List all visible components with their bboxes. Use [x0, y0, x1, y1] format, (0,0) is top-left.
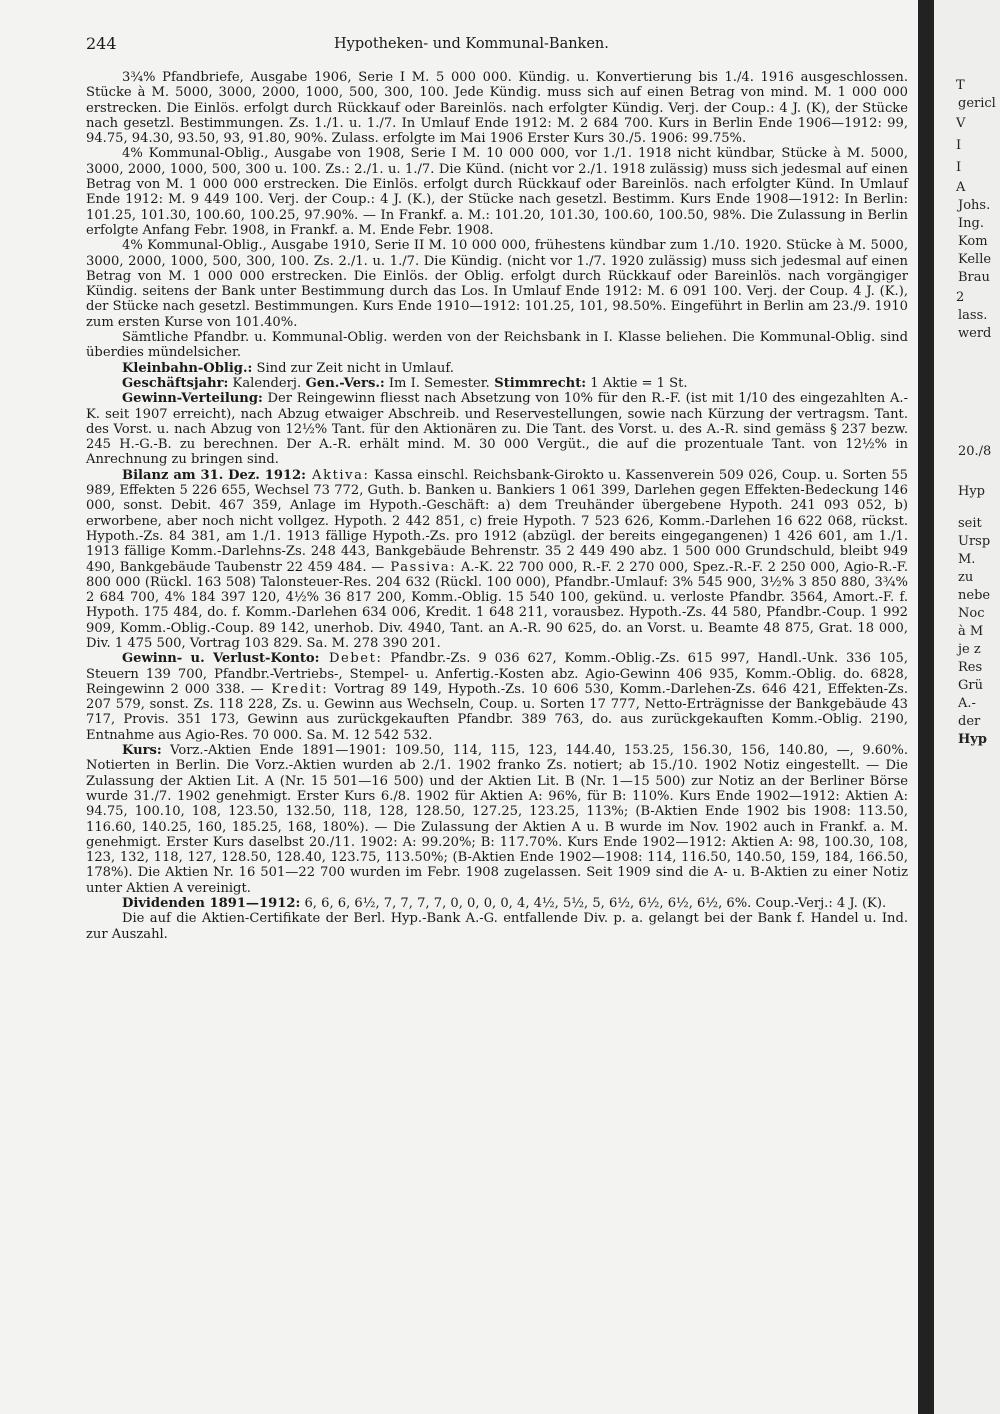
page-number: 244	[86, 34, 117, 53]
facing-page-fragment: I	[956, 160, 962, 175]
paragraph-auszahlung: Die auf die Aktien-Certifikate der Berl. Hyp.-Bank A.-G. entfallende Div. p. a. gelangt bei der Bank f. Handel u. Ind. zur Auszahl.	[86, 911, 908, 942]
facing-page-fragment: lass.	[958, 308, 988, 323]
section-label: Kurs:	[122, 743, 162, 759]
facing-page-fragment: I	[956, 138, 962, 153]
section-label: Gewinn-Verteilung:	[122, 391, 263, 407]
facing-page-fragment: Res	[958, 660, 983, 675]
spaced-label: Passiva:	[384, 559, 457, 575]
section-label: Kleinbahn-Oblig.:	[122, 360, 253, 376]
paragraph-gewinn-verlust: Gewinn- u. Verlust-Konto: Debet: Pfandbr.-Zs. 9 036 627, Komm.-Oblig.-Zs. 615 997, Handl.-Unk. 336 105, Steuern 139 700, Pfandbr.-Vertriebs-, Stempel- u. Anfertig.-Kosten abz. Agio-Gewinn 406 935, Komm.-Oblig. do. 6828, Reingewinn 2 000 338. — Kredit: Vortrag 89 149, Hypoth.-Zs. 10 606 530, Komm.-Darlehen-Zs. 646 421, Effekten-Zs. 207 579, sonst. Zs. 118 228, Zs. u. Gewinn aus Wechseln, Coup. u. Sorten 17 777, Netto-Erträgnisse der Bankgebäude 43 717, Provis. 351 173, Gewinn aus zurückgekauften Pfandbr. 389 763, do. aus zurückgekauften Komm.-Oblig. 2190, Entnahme aus Agio-Res. 70 000. Sa. M. 12 542 532.	[86, 651, 909, 743]
spaced-label: Debet:	[319, 651, 383, 667]
facing-page-fragment: 2	[956, 290, 965, 305]
facing-page-fragment: Johs.	[958, 198, 991, 213]
facing-page-fragment: Hyp	[958, 732, 987, 747]
facing-page-fragment: zu	[958, 570, 974, 585]
facing-page-fragment: nebe	[958, 588, 991, 603]
section-label: Dividenden 1891—1912:	[122, 896, 301, 912]
paragraph-kommunal-oblig-1910: 4% Kommunal-Oblig., Ausgabe 1910, Serie II M. 10 000 000, frühestens kündbar zum 1./10. 1920. Stücke à M. 5000, 3000, 2000, 1000, 500, 300, 100. Zs. 2./1. u. 1./7. Die Kündig. (nicht vor 1./7. 1920 zulässig) muss sich jedesmal auf einen Betrag von M. 1 000 000 erstrecken. Die Einlös. der Oblig. erfolgt durch Rückkauf oder Bareinlös. nach vorgängiger Kündig. seitens der Bank unter Bestimmung durch das Los. In Umlauf Ende 1912: M. 6 091 100. Verj. der Coup. 4 J. (K.), der Stücke nach gesetzl. Bestimmungen. Kurs Ende 1910—1912: 101.25, 101, 98.50%. Eingeführt in Berlin am 23./9. 1910 zum ersten Kurse von 101.40%.	[86, 238, 908, 330]
paragraph-dividenden: Dividenden 1891—1912: 6, 6, 6, 6½, 7, 7, 7, 7, 0, 0, 0, 0, 4, 4½, 5½, 5, 6½, 6½, 6½, 6½, 6%. Coup.-Verj.: 4 J. (K).	[122, 896, 887, 912]
facing-page-fragment: gericl	[958, 96, 996, 111]
spaced-label: Aktiva:	[306, 467, 370, 483]
facing-page-fragment: Brau	[958, 270, 990, 285]
facing-page-fragment: seit	[958, 516, 982, 531]
page-body	[86, 70, 908, 942]
facing-page-fragment: M.	[958, 552, 976, 567]
paragraph-gewinn-verteilung: Gewinn-Verteilung: Der Reingewinn fliesst nach Absetzung von 10% für den R.-F. (ist mit 1/10 des eingezahlten A.-K. seit 1907 erreicht), nach Abzug etwaiger Abschreib. und Reservestellungen, sowie nach Kürzung der vertragsm. Tant. des Vorst. u. nach Abzug von 12½% Tant. für den Aktionären zu. Die Tant. des Vorst. u. des A.-R. sind gemäss § 237 bezw. 245 H.-G.-B. zu berechnen. Der A.-R. erhält mind. M. 30 000 Vergüt., die auf die prozentuale Tant. von 12½% in Anrechnung zu bringen sind.	[86, 391, 908, 468]
section-label: Bilanz am 31. Dez. 1912:	[122, 467, 306, 483]
facing-page-fragment: Ing.	[958, 216, 984, 231]
facing-page-fragment: T	[956, 78, 965, 93]
facing-page-fragment: Grü	[958, 678, 983, 693]
book-gutter	[918, 0, 934, 1414]
facing-page-fragment: A.-	[958, 696, 976, 711]
facing-page-edge	[934, 0, 1000, 1414]
facing-page-fragment: Kom	[958, 234, 988, 249]
facing-page-fragment: Kelle	[958, 252, 992, 267]
section-label: Gewinn- u. Verlust-Konto:	[122, 651, 320, 667]
section-label: Stimmrecht:	[489, 375, 587, 391]
page-title: Hypotheken- und Kommunal-Banken.	[334, 36, 609, 52]
facing-page-fragment: Ursp	[958, 534, 991, 549]
paragraph-bilanz: Bilanz am 31. Dez. 1912: Aktiva: Kassa einschl. Reichsbank-Girokto u. Kassenverein 509 026, Coup. u. Sorten 55 989, Effekten 5 226 655, Wechsel 73 772, Guth. b. Banken u. Bankiers 1 061 399, Darlehen gegen Effekten-Bedeckung 146 000, sonst. Debit. 467 359, Anlage im Hypoth.-Geschäft: a) dem Treuhänder übergebene Hypoth. 241 093 052, b) erworbene, aber noch nicht vollgez. Hypoth. 2 442 851, c) freie Hypoth. 7 523 626, Komm.-Darlehen 16 622 068, rückst. Hypoth.-Zs. 84 381, am 1./1. 1913 fällige Hypoth.-Zs. pro 1912 (abzügl. der bereits eingegangenen) 1 426 601, am 1./1. 1913 fällige Komm.-Darlehns-Zs. 248 443, Bankgebäude Behrenstr. 35 2 449 490 abz. 1 500 000 Grundschuld, bleibt 949 490, Bankgebäude Taubenstr 22 459 484. — Passiva: A.-K. 22 700 000, R.-F. 2 270 000, Spez.-R.-F. 2 250 000, Agio-R.-F. 800 000 (Rückl. 163 508) Talonsteuer-Res. 204 632 (Rückl. 100 000), Pfandbr.-Umlauf: 3% 545 900, 3½% 3 850 880, 3¾% 2 684 700, 4% 184 397 120, 4½% 36 817 200, Komm.-Oblig. 15 540 100, gekünd. u. verloste Pfandbr. 3564, Amort.-F. f. Hypoth. 175 484, do. f. Komm.-Darlehen 634 006, Kredit. 1 648 211, vorausbez. Hypoth.-Zs. 44 580, Pfandbr.-Coup. 1 992 909, Komm.-Oblig.-Coup. 89 142, unerhob. Div. 4940, Tant. an A.-R. 90 625, do. an Vorst. u. Beamte 48 875, Grat. 18 000, Div. 1 475 500, Vortrag 103 829. Sa. M. 278 390 201.	[86, 467, 908, 651]
facing-page-fragment: je z	[958, 642, 981, 657]
facing-page-fragment: Hyp	[958, 484, 986, 499]
facing-page-fragment: der	[958, 714, 981, 729]
paragraph-kleinbahn: Kleinbahn-Oblig.: Sind zur Zeit nicht in Umlauf.	[122, 360, 454, 376]
section-label: Gen.-Vers.:	[301, 375, 385, 391]
facing-page-fragment: à M	[958, 624, 984, 639]
facing-page-fragment: V	[956, 116, 966, 131]
facing-page-fragment: 20./8	[958, 444, 992, 459]
spaced-label: Kredit:	[263, 681, 329, 697]
facing-page-fragment: Noc	[958, 606, 985, 621]
paragraph-kommunal-oblig-1908: 4% Kommunal-Oblig., Ausgabe von 1908, Serie I M. 10 000 000, vor 1./1. 1918 nicht kündbar, Stücke à M. 5000, 3000, 2000, 1000, 500, 300 u. 100. Zs.: 2./1. u. 1./7. Die Künd. (nicht vor 2./1. 1918 zulässig) muss sich jedesmal auf einen Betrag von M. 1 000 000 erstrecken. Die Einlös. erfolgt durch Rückkauf oder Bareinlös. nach erfolgter Künd. In Umlauf Ende 1912: M. 9 449 100. Verj. der Coup.: 4 J. (K.), der Stücke nach gesetzl. Bestimm. Kurs Ende 1908—1912: In Berlin: 101.25, 101.30, 100.60, 100.25, 97.90%. — In Frankf. a. M.: 101.20, 101.30, 100.60, 100.50, 98%. Die Zulassung in Berlin erfolgte Anfang Febr. 1908, in Frankf. a. M. Ende Febr. 1908.	[86, 146, 908, 238]
section-label: Geschäftsjahr:	[122, 375, 229, 391]
paragraph-pfandbriefe: 3¾% Pfandbriefe, Ausgabe 1906, Serie I M. 5 000 000. Kündig. u. Konvertierung bis 1./4. 1916 ausgeschlossen. Stücke à M. 5000, 3000, 2000, 1000, 500, 300, 100. Jede Kündig. muss sich auf einen Betrag von mind. M. 1 000 000 erstrecken. Die Einlös. erfolgt durch Rückkauf oder Bareinlös. nach erfolgter Kündig. Verj. der Coup.: 4 J. (K), der Stücke nach gesetzl. Bestimmungen. Zs. 1./1. u. 1./7. In Umlauf Ende 1912: M. 2 684 700. Kurs in Berlin Ende 1906—1912: 99, 94.75, 94.30, 93.50, 93, 91.80, 90%. Zulass. erfolgte im Mai 1906 Erster Kurs 30./5. 1906: 99.75%.	[86, 70, 908, 147]
facing-page-fragment: werd	[958, 326, 992, 341]
paragraph-beleihung: Sämtliche Pfandbr. u. Kommunal-Oblig. werden von der Reichsbank in I. Klasse beliehen. Die Kommunal-Oblig. sind überdies mündelsicher.	[86, 330, 908, 361]
paragraph-geschaeftsjahr: Geschäftsjahr: Kalenderj. Gen.-Vers.: Im I. Semester. Stimmrecht: 1 Aktie = 1 St.	[122, 375, 688, 391]
paragraph-kurs: Kurs: Vorz.-Aktien Ende 1891—1901: 109.50, 114, 115, 123, 144.40, 153.25, 156.30, 156, 140.80, —, 9.60%. Notierten in Berlin. Die Vorz.-Aktien wurden ab 2./1. 1902 franko Zs. notiert; ab 15./10. 1902 Notiz eingestellt. — Die Zulassung der Aktien Lit. A (Nr. 15 501—16 500) und der Aktien Lit. B (Nr. 1—15 500) zur Notiz an der Berliner Börse wurde 31./7. 1902 genehmigt. Erster Kurs 6./8. 1902 für Aktien A: 96%, für B: 110%. Kurs Ende 1902—1912: Aktien A: 94.75, 100.10, 108, 123.50, 132.50, 118, 128, 128.50, 127.25, 123.25, 113%; (B-Aktien Ende 1902 bis 1908: 113.50, 116.60, 140.25, 160, 185.25, 168, 180%). — Die Zulassung der Aktien A u. B wurde im Nov. 1902 auch in Frankf. a. M. genehmigt. Erster Kurs daselbst 20./11. 1902: A: 99.20%; B: 117.70%. Kurs Ende 1902—1912: Aktien A: 98, 100.30, 108, 123, 132, 118, 127, 128.50, 128.40, 123.75, 113.50%; (B-Aktien Ende 1902—1908: 114, 116.50, 140.50, 159, 184, 166.50, 178%). Die Aktien Nr. 16 501—22 700 wurden im Febr. 1908 zugelassen. Seit 1909 sind die A- u. B-Aktien zu einer Notiz unter Aktien A vereinigt.	[86, 743, 908, 896]
facing-page-fragment: A	[956, 180, 966, 195]
